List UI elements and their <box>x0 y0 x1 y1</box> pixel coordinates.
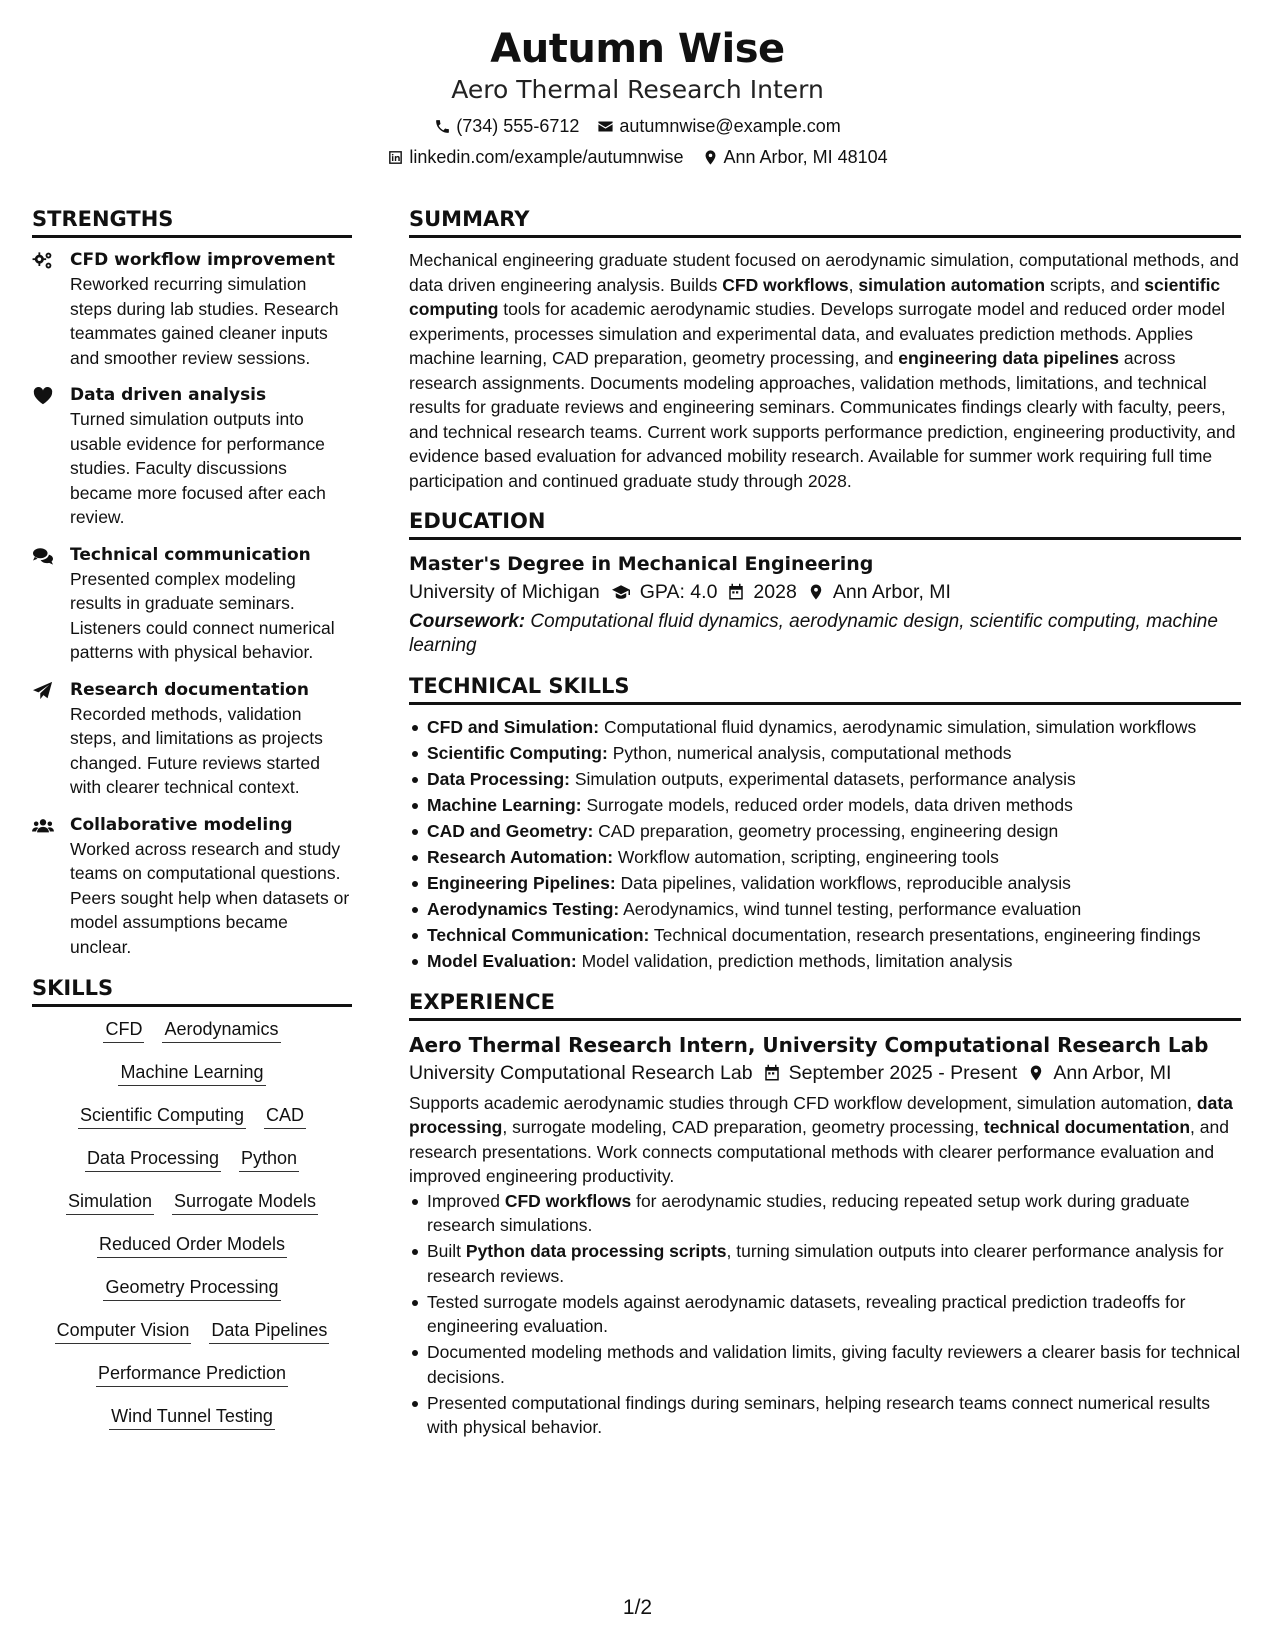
phone-contact[interactable] <box>434 114 579 138</box>
heart-icon <box>32 386 54 406</box>
phone-icon <box>434 118 451 135</box>
list-item: CFD and Simulation: Computational fluid dynamics, aerodynamic simulation, simulation workflows <box>409 715 1241 740</box>
list-item: Scientific Computing: Python, numerical analysis, computational methods <box>409 741 1241 766</box>
strength-item <box>32 543 352 665</box>
summary-heading: SUMMARY <box>409 205 1241 238</box>
resume-header <box>0 22 1275 169</box>
linkedin-icon <box>387 149 404 166</box>
map-pin-icon <box>1027 1064 1045 1082</box>
skill-tag: Geometry Processing <box>103 1275 280 1301</box>
strength-title: CFD workflow improvement <box>70 250 335 270</box>
skill-tag: Aerodynamics <box>162 1017 280 1043</box>
graduation-cap-icon <box>610 583 632 601</box>
year-text: 2028 <box>753 581 797 603</box>
coursework <box>409 610 1241 658</box>
strength-description: Reworked recurring simulation steps during lab studies. Research teammates gained cleaner inputs and smoother review sessions. <box>70 274 339 368</box>
skill-tag: CFD <box>103 1017 144 1043</box>
experience-meta <box>409 1059 1241 1087</box>
strength-title: Data driven analysis <box>70 385 267 405</box>
org-name: University Computational Research Lab <box>409 1061 753 1084</box>
list-item: Data Processing: Simulation outputs, experimental datasets, performance analysis <box>409 767 1241 792</box>
list-item: Technical Communication: Technical documentation, research presentations, engineering findings <box>409 923 1241 948</box>
email-text: autumnwise@example.com <box>619 116 841 136</box>
skill-tag: Performance Prediction <box>96 1361 288 1387</box>
strength-description: Recorded methods, validation steps, and limitations as projects changed. Future reviews started with clearer technical context. <box>70 703 323 797</box>
list-item: Aerodynamics Testing: Aerodynamics, wind tunnel testing, performance evaluation <box>409 897 1241 922</box>
exp-location-item <box>1027 1059 1171 1087</box>
list-item: Model Evaluation: Model validation, prediction methods, limitation analysis <box>409 949 1241 974</box>
contact-row-2 <box>0 145 1275 169</box>
calendar-icon <box>763 1064 781 1082</box>
list-item: CAD and Geometry: CAD preparation, geometry processing, engineering design <box>409 819 1241 844</box>
list-item: Tested surrogate models against aerodynamic datasets, revealing practical prediction tradeoffs for engineering evaluation. <box>409 1290 1241 1339</box>
skill-tag: Data Pipelines <box>209 1318 329 1344</box>
edu-location-text: Ann Arbor, MI <box>832 581 951 603</box>
strength-title: Research documentation <box>70 679 309 700</box>
list-item: Presented computational findings during seminars, helping research teams connect numerical results with physical behavior. <box>409 1391 1241 1440</box>
calendar-icon <box>727 583 745 601</box>
gears-icon <box>32 251 54 271</box>
technical-skills-list <box>409 715 1241 974</box>
skills-heading: SKILLS <box>32 974 352 1007</box>
strength-title: Collaborative modeling <box>70 814 293 835</box>
strength-item <box>32 678 352 800</box>
dates-item <box>763 1059 1018 1087</box>
paper-plane-icon <box>32 681 54 701</box>
list-item: Documented modeling methods and validation limits, giving faculty reviewers a clearer basis for technical decisions. <box>409 1340 1241 1389</box>
users-icon <box>32 816 54 836</box>
page-number: 1/2 <box>622 1596 653 1619</box>
candidate-role: Aero Thermal Research Intern <box>451 75 824 104</box>
technical-skills-heading: TECHNICAL SKILLS <box>409 672 1241 705</box>
envelope-icon <box>597 118 614 135</box>
skill-tag: Computer Vision <box>55 1318 192 1344</box>
strength-item <box>32 383 352 530</box>
skill-tag: Python <box>239 1146 299 1172</box>
left-column <box>32 205 352 1447</box>
map-pin-icon <box>807 583 825 601</box>
right-column <box>409 205 1241 1441</box>
strength-title: Technical communication <box>70 544 311 565</box>
map-pin-icon <box>702 149 719 166</box>
skill-tag: Reduced Order Models <box>97 1232 287 1258</box>
candidate-name: Autumn Wise <box>490 26 785 72</box>
strength-description: Turned simulation outputs into usable evidence for performance studies. Faculty discussions became more focused after each review. <box>70 409 326 527</box>
skill-tag: CAD <box>264 1103 306 1129</box>
education-heading: EDUCATION <box>409 507 1241 540</box>
list-item: Research Automation: Workflow automation, scripting, engineering tools <box>409 845 1241 870</box>
dates-text: September 2025 - Present <box>788 1061 1018 1084</box>
skills-tags <box>32 1017 352 1430</box>
location-text: Ann Arbor, MI 48104 <box>723 147 888 167</box>
coursework-label: Coursework: <box>409 611 526 632</box>
phone-text: (734) 555-6712 <box>456 116 580 136</box>
list-item: Machine Learning: Surrogate models, reduced order models, data driven methods <box>409 793 1241 818</box>
contact-row-1 <box>0 114 1275 138</box>
experience-heading: EXPERIENCE <box>409 988 1241 1021</box>
strength-item <box>32 813 352 960</box>
experience-bullets <box>409 1189 1241 1440</box>
email-contact[interactable] <box>597 114 840 138</box>
job-title: Aero Thermal Research Intern, University Computational Research Lab <box>409 1032 1209 1057</box>
comments-icon <box>32 546 54 566</box>
year-item <box>727 578 796 606</box>
skill-tag: Simulation <box>66 1189 154 1215</box>
skill-tag: Surrogate Models <box>172 1189 318 1215</box>
coursework-text: Computational fluid dynamics, aerodynamic design, scientific computing, machine learning <box>409 611 1218 656</box>
strengths-heading: STRENGTHS <box>32 205 352 238</box>
strength-description: Presented complex modeling results in graduate seminars. Listeners could connect numerical patterns with physical behavior. <box>70 568 335 662</box>
summary-text: Mechanical engineering graduate student focused on aerodynamic simulation, computational methods, and data driven engineering analysis. Builds CFD workflows, simulation automation scripts, and scientific computing tools for academic aerodynamic studies. Develops surrogate model and reduced order model experiments, processes simulation and experimental data, and evaluates prediction methods. Applies machine learning, CAD preparation, geometry processing, and engineering data pipelines across research assignments. Documents modeling approaches, validation methods, limitations, and technical results for graduate reviews and engineering seminars. Communicates findings clearly with faculty, peers, and technical research teams. Current work supports performance prediction, engineering productivity, and evidence based evaluation for advanced mobility research. Available for summer work requiring full time participation and continued graduate study through 2028. <box>409 250 1239 491</box>
location-contact <box>702 145 888 169</box>
gpa-text: GPA: 4.0 <box>639 581 718 603</box>
exp-location-text: Ann Arbor, MI <box>1053 1061 1172 1084</box>
linkedin-text: linkedin.com/example/autumnwise <box>409 147 684 167</box>
skill-tag: Machine Learning <box>118 1060 265 1086</box>
gpa-item <box>610 578 718 606</box>
strength-description: Worked across research and study teams on computational questions. Peers sought help when datasets or model assumptions became unclear. <box>70 838 350 957</box>
edu-location-item <box>807 578 951 606</box>
linkedin-contact[interactable] <box>387 145 683 169</box>
list-item: Improved CFD workflows for aerodynamic studies, reducing repeated setup work during graduate research simulations. <box>409 1189 1241 1238</box>
experience-summary: Supports academic aerodynamic studies through CFD workflow development, simulation automation, data processing, surrogate modeling, CAD preparation, geometry processing, technical documentation, and research presentations. Work connects computational methods with clearer performance evaluation and improved engineering productivity. <box>409 1092 1233 1186</box>
list-item: Engineering Pipelines: Data pipelines, validation workflows, reproducible analysis <box>409 871 1241 896</box>
skill-tag: Wind Tunnel Testing <box>109 1404 275 1430</box>
skill-tag: Scientific Computing <box>78 1103 246 1129</box>
degree-title: Master's Degree in Mechanical Engineering <box>409 553 874 575</box>
education-meta <box>409 578 1241 606</box>
list-item: Built Python data processing scripts, turning simulation outputs into clearer performance analysis for research reviews. <box>409 1239 1241 1288</box>
school-name: University of Michigan <box>409 581 600 603</box>
skill-tag: Data Processing <box>85 1146 221 1172</box>
strength-item <box>32 248 352 370</box>
